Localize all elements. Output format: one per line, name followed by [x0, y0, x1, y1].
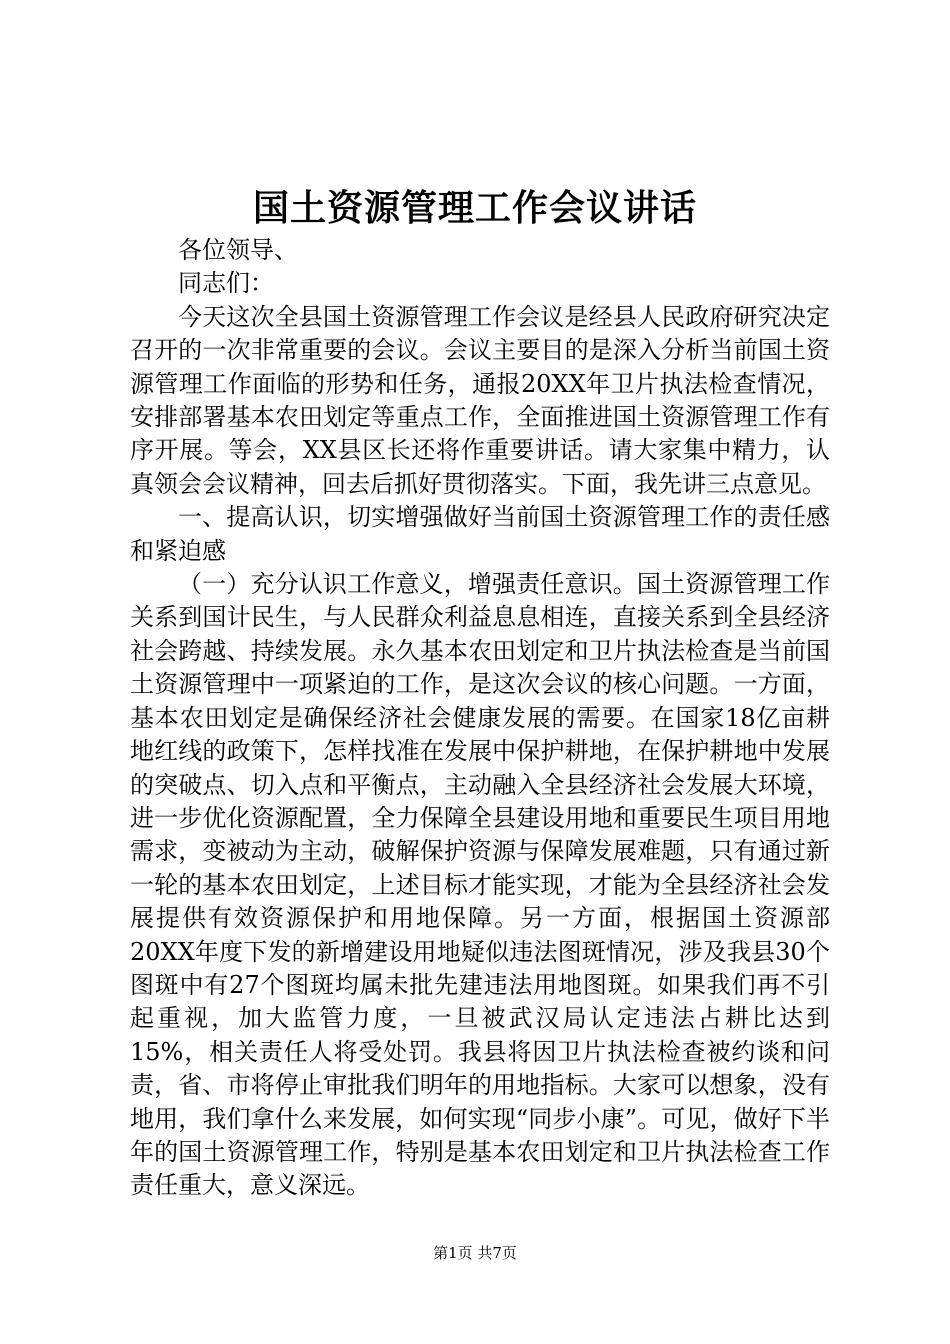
page-number: 第1页 共7页: [433, 1244, 517, 1262]
salutation-leaders: 各位领导、: [178, 236, 298, 264]
document-body: [130, 234, 830, 1203]
paragraph-intro: 今天这次全县国土资源管理工作会议是经县人民政府研究决定召开的一次非常重要的会议。会议主要目的是深入分析当前国土资源管理工作面临的形势和任务，通报20XX年卫片执法检查情况，安排部署基本农田划定等重点工作，全面推进国土资源管理工作有序开展。等会，XX县区长还将作重要讲话。请大家集中精力，认真领会会议精神，回去后抓好贯彻落实。下面，我先讲三点意见。: [130, 302, 830, 498]
section-heading-1: 一、提高认识，切实增强做好当前国土资源管理工作的责任感和紧迫感: [130, 503, 830, 565]
salutation-comrades: 同志们：: [178, 269, 274, 298]
document-title: 国土资源管理工作会议讲话: [252, 187, 697, 229]
paragraph-subsection-1: （一）充分认识工作意义，增强责任意识。国土资源管理工作关系到国计民生，与人民群众利益息息相连，直接关系到全县经济社会跨越、持续发展。永久基本农田划定和卫片执法检查是当前国土资源管理中一项紧迫的工作，是这次会议的核心问题。一方面，基本农田划定是确保经济社会健康发展的需要。在国家18亿亩耕地红线的政策下，怎样找准在发展中保护耕地，在保护耕地中发展的突破点、切入点和平衡点，主动融入全县经济社会发展大环境，进一步优化资源配置，全力保障全县建设用地和重要民生项目用地需求，变被动为主动，破解保护资源与保障发展难题，只有通过新一轮的基本农田划定，上述目标才能实现，才能为全县经济社会发展提供有效资源保护和用地保障。另一方面，根据国土资源部20XX年度下发的新增建设用地疑似违法图斑情况，涉及我县30个图斑中有27个图斑均属未批先建违法用地图斑。如果我们再不引起重视，加大监管力度，一旦被武汉局认定违法占耕比达到15%，相关责任人将受处罚。我县将因卫片执法检查被约谈和问责，省、市将停止审批我们明年的用地指标。大家可以想象，没有地用，我们拿什么来发展，如何实现“同步小康”。可见，做好下半年的国土资源管理工作，特别是基本农田划定和卫片执法检查工作责任重大，意义深远。: [130, 570, 830, 1200]
